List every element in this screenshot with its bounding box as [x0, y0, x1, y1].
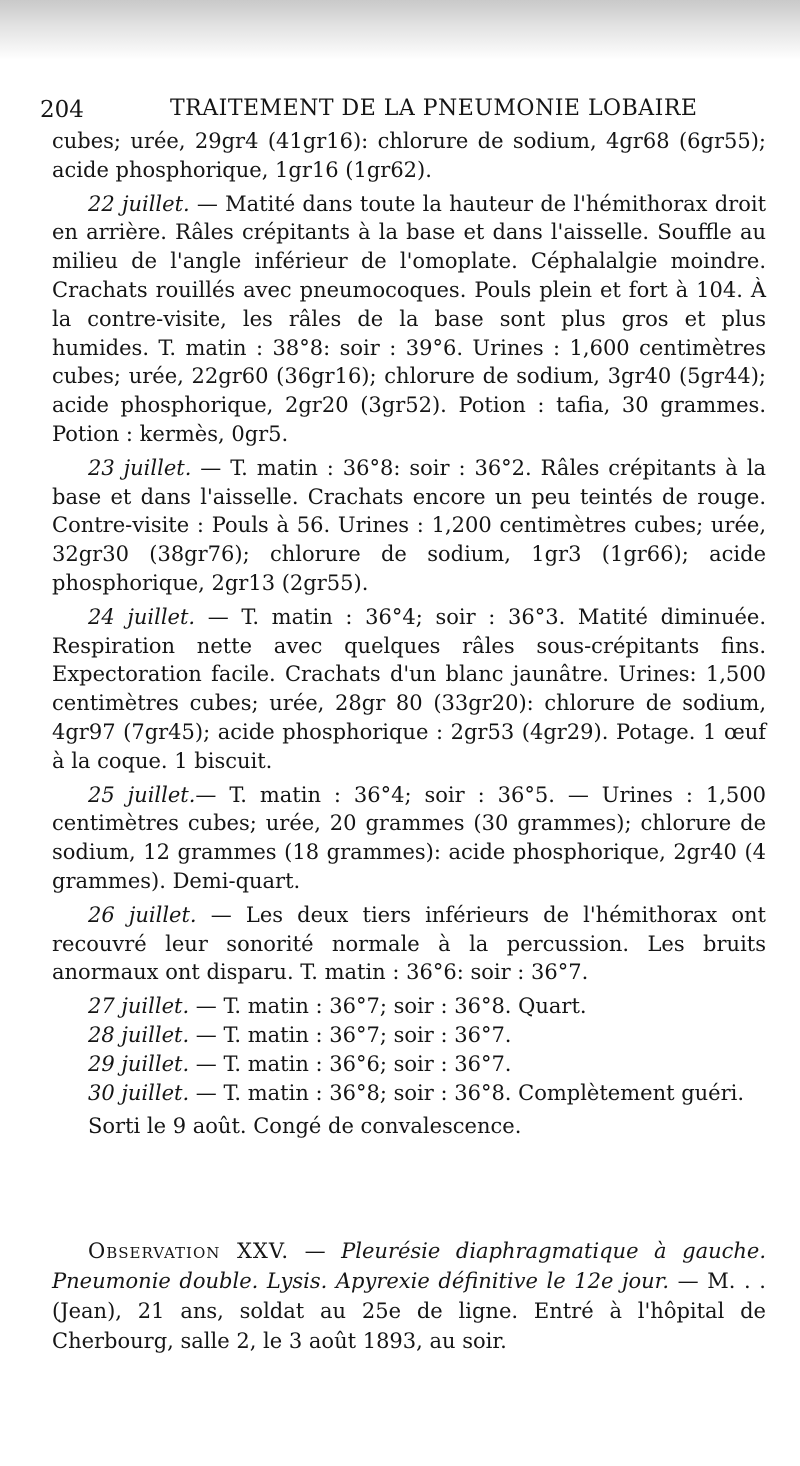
entry-23-juillet [52, 454, 766, 598]
entry-text: — T. matin : 36°6; soir : 36°7. [189, 1051, 512, 1076]
entry-29-juillet [52, 1050, 766, 1079]
entry-text: — T. matin : 36°4; soir : 36°5. — Urines : 1,500 centimètres cubes; urée, 20 grammes (30 grammes); chlorure de sodium, 12 grammes (18 grammes): acide phosphorique, 2gr40 (4 grammes). Demi-quart. [52, 782, 766, 893]
entry-date: 30 juillet. [88, 1080, 190, 1105]
observation-paragraph [52, 1236, 766, 1356]
observation-title: Pleurésie diaphragmatique à gauche. Pneumonie double. Lysis. Apyrexie définitive le 12e jour. [52, 1239, 766, 1293]
entry-date: 26 juillet. [88, 902, 197, 927]
entry-26-juillet [52, 901, 766, 987]
entry-date: 25 juillet. [88, 782, 196, 807]
running-title: TRAITEMENT DE LA PNEUMONIE LOBAIRE [170, 96, 698, 121]
entry-30-juillet [52, 1079, 766, 1108]
entry-text: — T. matin : 36°4; soir : 36°3. Matité diminuée. Respiration nette avec quelques râles sous-crépitants fins. Expectoration facile. Crachats d'un blanc jaunâtre. Urines: 1,500 centimètres cubes; urée, 28gr 80 (33gr20): chlorure de sodium, 4gr97 (7gr45); acide phosphorique : 2gr53 (4gr29). Potage. 1 œuf à la coque. 1 biscuit. [52, 604, 766, 773]
entry-25-juillet [52, 781, 766, 896]
entry-22-juillet [52, 190, 766, 449]
observation-label: Observation XXV. [88, 1239, 290, 1263]
entry-text: Sorti le 9 août. Congé de convalescence. [88, 1114, 522, 1139]
entry-date: 22 juillet. [88, 191, 190, 216]
entry-27-juillet [52, 992, 766, 1021]
entry-date: 29 juillet. [88, 1051, 190, 1076]
entry-28-juillet [52, 1021, 766, 1050]
observation-text: — M. . . (Jean), 21 ans, soldat au 25e de ligne. Entré à l'hôpital de Cherbourg, salle 2, le 3 août 1893, au soir. [52, 1269, 766, 1353]
entry-date: 27 juillet. [88, 994, 190, 1019]
entry-date: 28 juillet. [88, 1022, 190, 1047]
entry-continuation [52, 127, 766, 185]
entry-text: — T. matin : 36°8; soir : 36°8. Complètement guéri. [189, 1080, 745, 1105]
page-top-shadow [0, 0, 800, 60]
entry-text: — Matité dans toute la hauteur de l'hémithorax droit en arrière. Râles crépitants à la base et dans l'aisselle. Souffle au milieu de l'angle inférieur de l'omoplate. Céphalalgie moindre. Crachats rouillés avec pneumocoques. Pouls plein et fort à 104. À la contre-visite, les râles de la base sont plus gros et plus humides. T. matin : 38°8: soir : 39°6. Urines : 1,600 centimètres cubes; urée, 22gr60 (36gr16); chlorure de sodium, 3gr40 (5gr44); acide phosphorique, 2gr20 (3gr52). Potion : tafia, 30 grammes. Potion : kermès, 0gr5. [52, 191, 767, 446]
entry-text: — T. matin : 36°7; soir : 36°8. Quart. [189, 994, 587, 1019]
entry-text: cubes; urée, 29gr4 (41gr16): chlorure de sodium, 4gr68 (6gr55); acide phosphorique, 1gr16 (1gr62). [52, 129, 766, 182]
observation-xxv [52, 1236, 766, 1356]
observation-dash: — [289, 1239, 342, 1263]
entry-date: 23 juillet. [88, 455, 192, 480]
case-notes [52, 127, 766, 1141]
page-number: 204 [40, 97, 84, 123]
discharge-note [52, 1112, 766, 1141]
entry-text: — Les deux tiers inférieurs de l'hémithorax ont recouvré leur sonorité normale à la percussion. Les bruits anormaux ont disparu. T. matin : 36°6: soir : 36°7. [52, 902, 766, 985]
entry-date: 24 juillet. [88, 604, 196, 629]
entry-text: — T. matin : 36°8: soir : 36°2. Râles crépitants à la base et dans l'aisselle. Crachats encore un peu teintés de rouge. Contre-visite : Pouls à 56. Urines : 1,200 centimètres cubes; urée, 32gr30 (38gr76); chlorure de sodium, 1gr3 (1gr66); acide phosphorique, 2gr13 (2gr55). [52, 455, 766, 595]
entry-text: — T. matin : 36°7; soir : 36°7. [189, 1022, 512, 1047]
entry-24-juillet [52, 603, 766, 776]
